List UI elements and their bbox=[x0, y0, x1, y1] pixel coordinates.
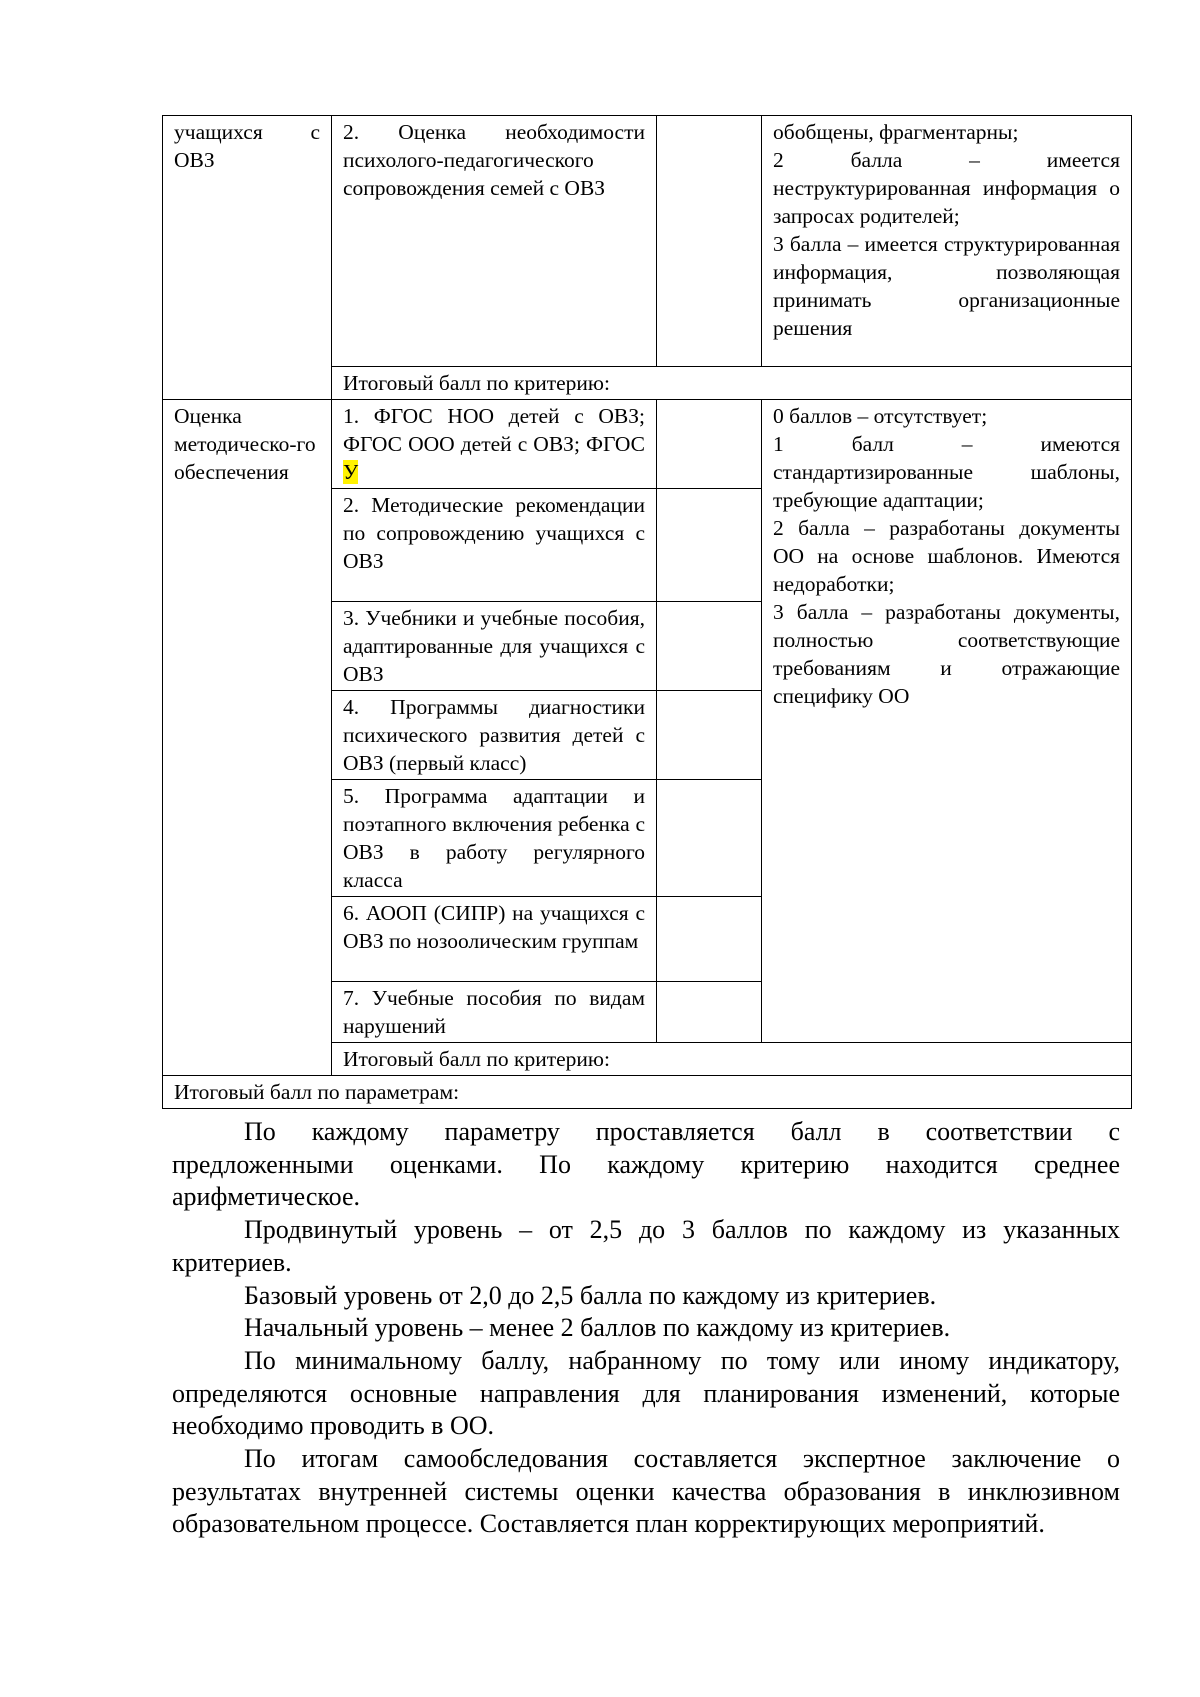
paragraph: По минимальному баллу, набранному по тому или иному индикатору, определяются основные направления для планирования изменений, которые необходимо проводить в ОО. bbox=[172, 1345, 1120, 1443]
parameter-cell: 7. Учебные пособия по видам нарушений bbox=[332, 982, 657, 1043]
parameter-cell: 2. Методические рекомендации по сопровождению учащихся с ОВЗ bbox=[332, 489, 657, 602]
paragraph: Продвинутый уровень – от 2,5 до 3 баллов по каждому из указанных критериев. bbox=[172, 1214, 1120, 1279]
paragraph: По каждому параметру проставляется балл в соответствии с предложенными оценками. По каждому критерию находится среднее арифметическое. bbox=[172, 1116, 1120, 1214]
highlighted-text: У bbox=[343, 460, 358, 484]
score-cell bbox=[657, 489, 762, 602]
score-cell bbox=[657, 602, 762, 691]
paragraph: Начальный уровень – менее 2 баллов по каждому из критериев. bbox=[172, 1312, 1120, 1345]
description-cell bbox=[762, 116, 1132, 367]
parameter-cell: 5. Программа адаптации и поэтапного включения ребенка с ОВЗ в работу регулярного класса bbox=[332, 780, 657, 897]
score-cell bbox=[657, 897, 762, 982]
body-text bbox=[172, 1116, 1120, 1541]
parameter-cell: 6. АООП (СИПР) на учащихся с ОВЗ по нозоолическим группам bbox=[332, 897, 657, 982]
description-line: обобщены, фрагментарны; bbox=[773, 118, 1120, 146]
description-line: 2 балла – имеется неструктурированная информация о запросах родителей; bbox=[773, 146, 1120, 230]
parameter-cell: 1. ФГОС НОО детей с ОВЗ; ФГОС ООО детей с ОВЗ; ФГОС У bbox=[332, 400, 657, 489]
criterion-cell: учащихся с ОВЗ bbox=[163, 116, 332, 400]
table-row bbox=[163, 116, 1132, 367]
criterion-cell: Оценка методическо-го обеспечения bbox=[163, 400, 332, 1076]
description-cell bbox=[762, 400, 1132, 1043]
parameters-total: Итоговый балл по параметрам: bbox=[163, 1076, 1132, 1109]
criterion-total: Итоговый балл по критерию: bbox=[332, 367, 1132, 400]
parameter-cell: 4. Программы диагностики психического развития детей с ОВЗ (первый класс) bbox=[332, 691, 657, 780]
paragraph: По итогам самообследования составляется экспертное заключение о результатах внутренней системы оценки качества образования в инклюзивном образовательном процессе. Составляется план корректирующих мероприятий. bbox=[172, 1443, 1120, 1541]
paragraph: Базовый уровень от 2,0 до 2,5 балла по каждому из критериев. bbox=[172, 1280, 1120, 1313]
description-line: 2 балла – разработаны документы ОО на основе шаблонов. Имеются недоработки; bbox=[773, 514, 1120, 598]
criteria-table bbox=[162, 115, 1132, 1109]
score-cell bbox=[657, 982, 762, 1043]
description-line: 0 баллов – отсутствует; bbox=[773, 402, 1120, 430]
description-line: 3 балла – разработаны документы, полностью соответствующие требованиям и отражающие специфику ОО bbox=[773, 598, 1120, 710]
parameter-cell: 3. Учебники и учебные пособия, адаптированные для учащихся с ОВЗ bbox=[332, 602, 657, 691]
table-row bbox=[163, 1076, 1132, 1109]
score-cell bbox=[657, 780, 762, 897]
description-line: 3 балла – имеется структурированная информация, позволяющая принимать организационные решения bbox=[773, 230, 1120, 342]
criterion-total: Итоговый балл по критерию: bbox=[332, 1043, 1132, 1076]
parameter-cell: 2. Оценка необходимости психолого-педагогического сопровождения семей с ОВЗ bbox=[332, 116, 657, 367]
description-line: 1 балл – имеются стандартизированные шаблоны, требующие адаптации; bbox=[773, 430, 1120, 514]
score-cell bbox=[657, 400, 762, 489]
table-row bbox=[163, 400, 1132, 489]
score-cell bbox=[657, 691, 762, 780]
score-cell bbox=[657, 116, 762, 367]
